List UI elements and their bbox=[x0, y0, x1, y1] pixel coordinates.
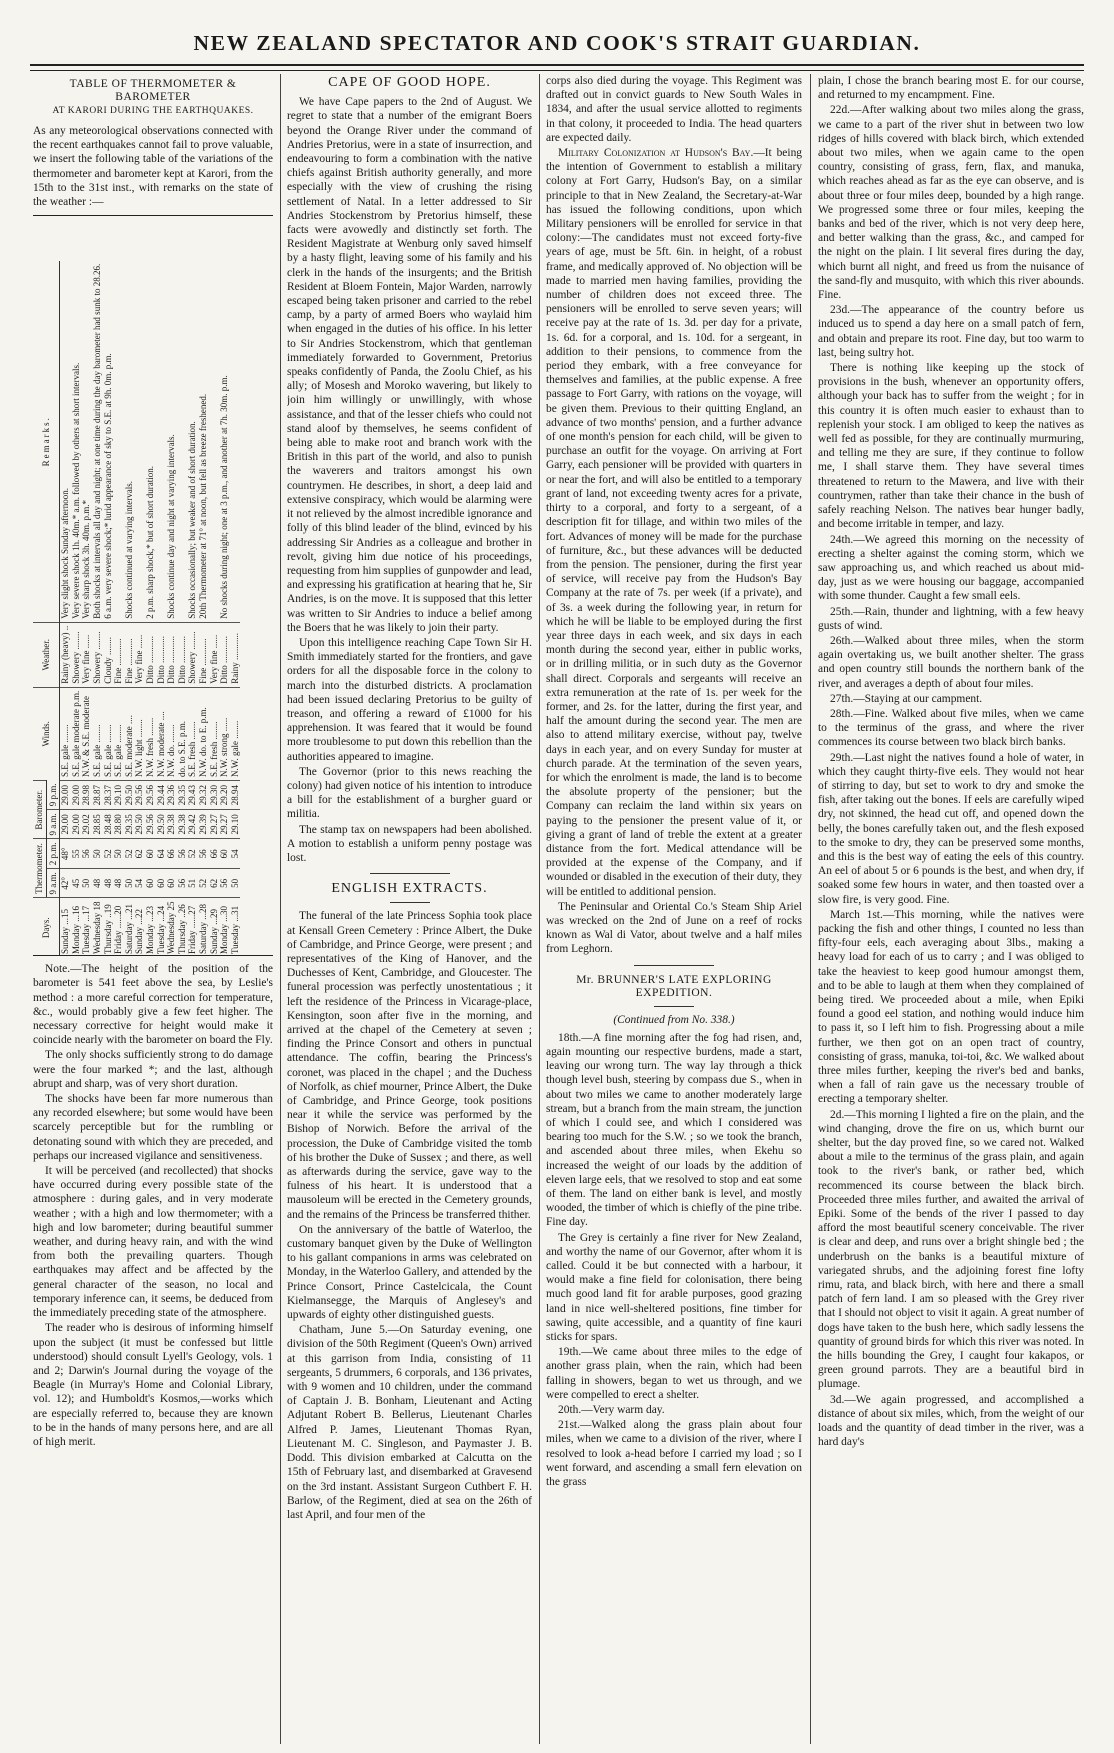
winds-cell: S.E. fresh ........ bbox=[187, 687, 198, 780]
weather-cell: Very fine ...... bbox=[134, 622, 145, 687]
cape-paragraph-3: The Governor (prior to this news reaching the colony) had given notice of his intention to introduce a bill for the establishment of a burgher guard or militia. bbox=[287, 765, 532, 821]
baro-pm-cell: 29.10 bbox=[113, 781, 124, 810]
entry-23d: 23d.—The appearance of the country before us induced us to spend a day here on a small patch of fern, and obtain and prepare its root. Fine day, but too warm to last, being sultry hot. bbox=[818, 304, 1084, 359]
brunner-heading: Mr. BRUNNER'S LATE EXPLORING EXPEDITION. bbox=[576, 973, 772, 999]
column-3 bbox=[546, 74, 802, 1744]
therm-pm-cell: 60 bbox=[219, 839, 230, 869]
baro-am-cell: 29.38 bbox=[166, 810, 177, 839]
winds-cell: N.W. fresh ........ bbox=[145, 687, 156, 780]
baro-pm-cell: 28.94 bbox=[230, 781, 241, 810]
table-row bbox=[198, 261, 209, 956]
weather-table-container bbox=[33, 215, 273, 956]
therm-pm-cell: 52 bbox=[187, 839, 198, 869]
baro-am-cell: 28.85 bbox=[92, 810, 103, 839]
therm-am-cell: 52 bbox=[198, 869, 209, 898]
winds-cell: N.W. do. to E. p.m. bbox=[198, 687, 209, 780]
section-rule-short bbox=[654, 1006, 694, 1007]
baro-pm-cell: 29.43 bbox=[187, 781, 198, 810]
remarks-cell: 2 p.m. sharp shock,* but of short duration. bbox=[144, 466, 155, 619]
therm-pm-cell: 60 bbox=[145, 839, 156, 869]
entry-27th: 27th.—Staying at our campment. bbox=[830, 692, 983, 705]
col-header-thermometer: Thermometer. bbox=[33, 839, 46, 898]
table-row bbox=[92, 261, 103, 956]
table-row bbox=[166, 261, 177, 956]
baro-am-cell: 29.10 bbox=[230, 810, 241, 839]
ariel-paragraph: The Peninsular and Oriental Co.'s Steam Ship Ariel was wrecked on the 2nd of June on a reef of rocks known as Wal di Vator, about twelve and a half miles from Leghorn. bbox=[546, 900, 802, 956]
baro-pm-cell: 28.37 bbox=[103, 781, 114, 810]
therm-am-cell: 56 bbox=[219, 869, 230, 898]
table-row bbox=[156, 261, 167, 956]
winds-cell: N.W. & S.E. moderate bbox=[81, 687, 92, 780]
baro-am-cell: 28.48 bbox=[103, 810, 114, 839]
chatham-paragraph: Chatham, June 5.—On Saturday evening, one division of the 50th Regiment (Queen's Own) arrived at this garrison from India, consisting of 11 sergeants, 5 drummers, 6 corporals, and 136 privates, with 9 women and 10 children, under the command of Captain J. B. Bonham, Lieutenant and Acting Adjutant Robert B. Bellerus, Lieutenant Charles Alfred P. James, Lieutenant Thomas Ryan, Lieutenant M. C. Singleson, and Paymaster J. B. Dodd. This division embarked at Calcutta on the 15th of February last, and disembarked at Gravesend on the 3rd instant. Assistant Surgeon Cuthbert F. H. Barlow, of the Regiment, died at sea on the 26th of last April, and four men of the bbox=[287, 1324, 532, 1521]
baro-pm-cell: 29.20 bbox=[219, 781, 230, 810]
baro-am-cell: 28.80 bbox=[113, 810, 124, 839]
column-4 bbox=[818, 74, 1084, 1744]
weather-cell: Showery ........ bbox=[187, 622, 198, 687]
entry-18th: 18th.—A fine morning after the fog had risen, and, again mounting our respective burdens, made a start, leaving our wrong turn. The way lay through a thick though level bush, steering by compass due S., when in about two miles we came to another moderately large stream, but a branch from the main stream, the junction of which I could see, and which I considered was bearing too much for the S.W. ; so we took the branch, and ascended about three miles, when Ekehu so increased the weight of our loads by the addition of eleven large eels, that we resolved to stop and eat some of them. The land on either bank is level, and mostly wooded, the timber of which is chiefly of the pine tribe. Fine day. bbox=[546, 1031, 802, 1229]
therm-am-cell: 60 bbox=[145, 869, 156, 898]
remarks-cell bbox=[134, 261, 145, 622]
baro-pm-cell: 29.50 bbox=[124, 781, 135, 810]
remarks-cell: No shocks during night; one at 3 p.m., and another at 7h. 30m. p.m. bbox=[219, 375, 230, 619]
therm-am-cell: 50 bbox=[81, 869, 92, 898]
winds-cell: N.W. strong ...... bbox=[219, 687, 230, 780]
therm-am-cell: 42° bbox=[60, 869, 71, 898]
day-cell: Friday ......27 bbox=[187, 898, 198, 956]
day-cell: Tuesday ...17 bbox=[81, 898, 92, 956]
weather-table-body bbox=[60, 261, 241, 956]
entry-20th: 20th.—Very warm day. bbox=[558, 1404, 665, 1417]
remarks-cell: 6 a.m. very severe shock;* lurid appearance of sky to S.E. at 9h. 0m. p.m. bbox=[102, 353, 113, 619]
winds-cell: S.E. gale ........ bbox=[60, 687, 71, 780]
section-rule bbox=[370, 873, 450, 874]
atmosphere-paragraph: It will be perceived (and recollected) that shocks have occurred during every possible state of the atmosphere : during gales, and in very moderate weather ; with a high and low thermometer; with a high and low barometer; during beautiful summer weather, and during heavy rain, and with the wind from both the prevailing quarters. Though earthquakes may affect and be affected by the general character of the season, no local and temporary inference can, it seems, be deduced from the immediately preceding state of the atmosphere. bbox=[33, 1165, 273, 1320]
baro-am-cell: 29.56 bbox=[145, 810, 156, 839]
waterloo-paragraph: On the anniversary of the battle of Waterloo, the customary banquet given by the Duke of Wellington to his gallant companions in arms was celebrated on Monday, in the Waterloo Gallery, and attended by the Prince Consort, Prince Castelcicala, the Count Kielmansegge, the Marquis of Anglesey's and upwards of eighty other distinguished guests. bbox=[287, 1223, 532, 1322]
therm-pm-cell: 52 bbox=[124, 839, 135, 869]
weather-cell: Ditto ............ bbox=[156, 622, 167, 687]
day-cell: Monday ...23 bbox=[145, 898, 156, 956]
winds-cell: do. to S.E. p.m. bbox=[177, 687, 188, 780]
table-row bbox=[177, 261, 188, 956]
col-header-therm-pm: 2 p.m. bbox=[46, 839, 60, 869]
remarks-cell bbox=[209, 261, 220, 622]
baro-pm-cell: 29.56 bbox=[145, 781, 156, 810]
therm-pm-cell: 55 bbox=[71, 839, 82, 869]
therm-am-cell: 45 bbox=[71, 869, 82, 898]
day-cell: Tuesday ...24 bbox=[156, 898, 167, 956]
hudsons-bay-lead: Military Colonization at Hudson's Bay. bbox=[558, 147, 754, 160]
remarks-cell bbox=[177, 261, 188, 622]
grey-river-paragraph: The Grey is certainly a fine river for New Zealand, and worthy the name of our Governor, after whom it is called. Could it be but connected with a harbour, it would make a fine field for colonisation, there being much good land fit for arable purposes, good grazing land in nice well-sheltered positions, fine timber for sawing, quite accessible, and a quantity of fine kauri sticks for spars. bbox=[546, 1231, 802, 1344]
baro-pm-cell: 29.32 bbox=[198, 781, 209, 810]
col-header-weather: Weather. bbox=[33, 622, 60, 687]
baro-am-cell: 29.39 bbox=[198, 810, 209, 839]
therm-am-cell: 56 bbox=[177, 869, 188, 898]
baro-am-cell: 29.50 bbox=[156, 810, 167, 839]
therm-pm-cell: 48° bbox=[60, 839, 71, 869]
weather-table bbox=[33, 261, 240, 956]
baro-am-cell: 29.38 bbox=[177, 810, 188, 839]
therm-pm-cell: 56 bbox=[81, 839, 92, 869]
table-heading bbox=[33, 78, 273, 118]
col-header-winds: Winds. bbox=[33, 687, 60, 780]
remarks-cell bbox=[113, 261, 124, 622]
weather-cell: Ditto ............ bbox=[166, 622, 177, 687]
col-header-barometer: Barometer. bbox=[33, 781, 46, 840]
table-intro: As any meteorological observations connected with the recent earthquakes cannot fail to prove valuable, we insert the following table of the variations of the thermometer and barometer kept at Karori, from the 15th to the 31st inst., with remarks on the state of the weather :— bbox=[33, 125, 273, 209]
remarks-cell bbox=[230, 261, 241, 622]
newspaper-title: NEW ZEALAND SPECTATOR AND COOK'S STRAIT GUARDIAN. bbox=[193, 31, 921, 55]
therm-pm-cell: 66 bbox=[166, 839, 177, 869]
therm-am-cell: 51 bbox=[187, 869, 198, 898]
therm-am-cell: 50 bbox=[124, 869, 135, 898]
entry-25th: 25th.—Rain, thunder and lightning, with a few heavy gusts of wind. bbox=[818, 605, 1084, 632]
entry-29th: 29th.—Last night the natives found a hole of water, in which they caught thirty-five eels. They would not hear of stirring to day, but set to work to dry and smoke the fish, after taking out the bones. If eels are carefully wiped dry, not skinned, the head cut off, and opened down the belly, the bones carefully taken out, and the flesh exposed to the smoke to dry, they can be preserved some months, and this is the best way of eating the eels of this country. An eel of about 5 or 6 pounds is the best, and when dry, if soaked some few hours in water, and then toasted over a slow fire, is very good. Fine. bbox=[818, 751, 1084, 906]
hudsons-bay-paragraph bbox=[546, 146, 802, 899]
entry-26th: 26th.—Walked about three miles, when the storm again overtaking us, we built another shelter. The grass and open country still bounds the northern bank of the river, and averages a depth of about four miles. bbox=[818, 634, 1084, 690]
cape-paragraph-1: We have Cape papers to the 2nd of August. We regret to state that a number of the emigrant Boers beyond the Orange River under the command of Andries Pretorius, were in a state of insurrection, and endeavouring to form a combination with the native chiefs against British authority generally, and more especially with the view of crushing the rising settlement of Natal. In a letter addressed to Sir Andries Stockenstrom by Pretorius himself, these facts were avowedly and distinctly set forth. The Resident Magistrate at Wenburg only saved himself by a hasty flight, leaving some of his family and his clerk in the hands of the insurgents; and the British Resident at Bloem Fontein, Major Warden, narrowly escaped being taken prisoner and carried to the rebel camp, by a party of armed Boers who waylaid him when engaged in the duties of his office. In his letter to Sir Andries Stockenstrom, which that gentleman immediately forwarded to Government, Pretorius speaks confidently of Panda, the Zoolu Chief, as his ally; of Mosesh and Moroko wavering, but likely to join him willingly or unwillingly, with whose assistance, and that of the lesser chiefs who could not stand aloof by themselves, he seems confident of being able to make root and branch work with the British in this part of the world, and also to punish the waverers and traitors amongst his own countrymen. He describes, in short, a deep laid and extensive conspiracy, which would be alarming were it not relieved by the almost incredible ignorance and folly of this blind leader of the blind, evinced by his addressing Sir Andries as a colleague and brother in revolt, giving him due notice of his proceedings, requesting from him supplies of gunpowder and lead, and expressing his gratification at hearing that he, Sir Andries, is on the move. It is supposed that this letter was written to Sir Andries to induce a belief among the Boers that he was likely to join their party. bbox=[287, 96, 532, 634]
section-rule-short bbox=[390, 902, 430, 903]
day-cell: Monday ...16 bbox=[71, 898, 82, 956]
therm-am-cell: 48 bbox=[113, 869, 124, 898]
table-row bbox=[209, 261, 220, 956]
winds-cell: N.W. gale ........ bbox=[230, 687, 241, 780]
therm-pm-cell: 50 bbox=[92, 839, 103, 869]
baro-pm-cell: 29.44 bbox=[156, 781, 167, 810]
entry-22d: 22d.—After walking about two miles along the grass, we came to a part of the river shut in between two low ridges of hills covered with black birch, which extended about two miles, when we again came to the open country, consisting of grass, fern, flax, and manuka, which reaches ahead as far as the eye can observe, and is about three or four miles deep, bounded by a high range. We progressed some three or four miles, keeping the banks and bed of the river, which is not very deep here, and better walking than the grass, &c., and camped for the night on the plain. I lit several fires during the day, which burnt all night, and freed us from the nuisance of the sand-fly and musquito, with which this river abounds. Fine. bbox=[818, 104, 1084, 302]
col-header-therm-am: 9 a.m. bbox=[46, 869, 60, 898]
winds-cell: S.E. gale ........ bbox=[92, 687, 103, 780]
weather-cell: Showery ........ bbox=[71, 622, 82, 687]
remarks-cell: Very severe shock 1h. 40m.* a.m. followed by others at short intervals. bbox=[70, 363, 81, 619]
baro-am-cell: 29.02 bbox=[81, 810, 92, 839]
weather-cell: Fine ............ bbox=[113, 622, 124, 687]
continued-note: (Continued from No. 338.) bbox=[613, 1013, 735, 1026]
therm-am-cell: 50 bbox=[230, 869, 241, 898]
baro-pm-cell: 29.36 bbox=[166, 781, 177, 810]
regiment-paragraph: corps also died during the voyage. This Regiment was drafted out in convict guards to New South Wales in 1834, and after the usual service allotted to regiments in that colony, it proceeded to India. The head quarters are expected daily. bbox=[546, 75, 802, 144]
col-header-baro-pm: 9 p.m. bbox=[46, 781, 60, 810]
entry-march-1st: March 1st.—This morning, while the natives were packing the fish and other things, I counted no less than fifty-four eels, each averaging about 3lbs., making a heavy load for each of us to carry ; and I was obliged to take the heaviest to keep good humour amongst them, and to be able to laugh at them when they complained of being tired. We proceeded about a mile, when Epiki found a good eel station, and nothing would induce him to pass it, so I left him to fish. Progressing about a mile further, we then got on an open tract of country, consisting of grass, manuka, toi-toi, &c. We walked about three miles further, keeping the river's bed and banks, when a fall of rain gave us the necessary trouble of erecting a temporary shelter. bbox=[818, 908, 1084, 1106]
col-header-baro-am: 9 a.m. bbox=[46, 810, 60, 839]
entry-march-3d: 3d.—We again progressed, and accomplished a distance of about six miles, which, from the weight of our loads and the quantity of dead timber in the river, was a hard day's bbox=[818, 1393, 1084, 1449]
baro-pm-cell: 28.87 bbox=[92, 781, 103, 810]
therm-am-cell: 48 bbox=[92, 869, 103, 898]
weather-cell: Ditto ............ bbox=[177, 622, 188, 687]
column-divider bbox=[280, 74, 281, 1744]
table-row bbox=[113, 261, 124, 956]
day-cell: Thursday ..19 bbox=[103, 898, 114, 956]
remarks-cell: Shocks continue day and night at varying intervals. bbox=[166, 434, 177, 619]
therm-pm-cell: 50 bbox=[113, 839, 124, 869]
day-cell: Sunday ...22 bbox=[134, 898, 145, 956]
entry-21st: 21st.—Walked along the grass plain about four miles, when we came to a division of the river, where I resolved to look a-head before I carried my load ; so I went forward, and ascending a small fern elevation on the grass bbox=[546, 1419, 802, 1489]
therm-am-cell: 54 bbox=[134, 869, 145, 898]
winds-cell: S.E. gale ........ bbox=[113, 687, 124, 780]
weather-cell: Showery ........ bbox=[92, 622, 103, 687]
barometer-note: Note.—The height of the position of the barometer is 541 feet above the sea, by Leslie's method : a more careful correction for temperature, &c., would probably give a few feet higher. The necessary corrective for height would make it coincide nearly with the barometer on board the Fly. bbox=[33, 963, 273, 1047]
day-cell: Saturday ...28 bbox=[198, 898, 209, 956]
baro-am-cell: 29.00 bbox=[60, 810, 71, 839]
masthead-rule bbox=[30, 64, 1084, 66]
table-row bbox=[187, 261, 198, 956]
day-cell: Wednesday 25 bbox=[166, 898, 177, 956]
table-row bbox=[230, 261, 241, 956]
entry-19th: 19th.—We came about three miles to the edge of another grass plain, when the rain, which had been falling in showers, began to wet us through, and we were compelled to erect a shelter. bbox=[546, 1346, 802, 1401]
weather-cell: Fine ............ bbox=[198, 622, 209, 687]
baro-pm-cell: 29.00 bbox=[71, 781, 82, 810]
day-cell: Sunday ...15 bbox=[60, 898, 71, 956]
baro-pm-cell: 28.98 bbox=[81, 781, 92, 810]
remarks-cell: Very sharp shock 3h. 40m. p.m.* bbox=[81, 500, 92, 619]
column-1 bbox=[33, 74, 273, 1744]
remarks-cell: Shocks occasionally; but weaker and of short duration. bbox=[187, 421, 198, 619]
therm-am-cell: 62 bbox=[209, 869, 220, 898]
winds-cell: N.W. light ........ bbox=[134, 687, 145, 780]
therm-pm-cell: 66 bbox=[209, 839, 220, 869]
weather-cell: Ditto ............ bbox=[219, 622, 230, 687]
day-cell: Friday ......20 bbox=[113, 898, 124, 956]
day-cell: Tuesday ...31 bbox=[230, 898, 241, 956]
therm-am-cell: 60 bbox=[166, 869, 177, 898]
masthead-rule-thin bbox=[30, 70, 1084, 71]
therm-am-cell: 60 bbox=[156, 869, 167, 898]
weather-cell: Rainy ............ bbox=[230, 622, 241, 687]
baro-pm-cell: 29.35 bbox=[177, 781, 188, 810]
winds-cell: S.E. fresh ........ bbox=[209, 687, 220, 780]
table-row bbox=[71, 261, 82, 956]
winds-cell: N.W. do. ........ bbox=[166, 687, 177, 780]
col-header-remarks: Remarks. bbox=[33, 261, 60, 622]
winds-cell: N.W. moderate .... bbox=[156, 687, 167, 780]
winds-cell: S.E. gale ........ bbox=[103, 687, 114, 780]
table-heading-line1: TABLE OF THERMOMETER & BAROMETER bbox=[69, 78, 237, 103]
winds-cell: S.E. moderate .... bbox=[124, 687, 135, 780]
day-cell: Wednesday 18 bbox=[92, 898, 103, 956]
remarks-cell: Shocks continued at varying intervals. bbox=[123, 481, 134, 619]
table-row bbox=[103, 261, 114, 956]
weather-cell: Rainy (heavy) .. bbox=[60, 622, 71, 687]
therm-pm-cell: 64 bbox=[156, 839, 167, 869]
reading-paragraph: The reader who is desirous of informing himself upon the subject (it must be confessed but little understood) should consult Lyell's Geology, vols. 1 and 2; Darwin's Journal during the voyage of the Beagle (in Murray's Home and Colonial Library, vol. 12); and Humboldt's Kosmos,—works which are especially referred to, because they are known to be in the hands of many persons here, and are all of high merit. bbox=[33, 1322, 273, 1448]
table-row bbox=[134, 261, 145, 956]
shocks-numerous-paragraph: The shocks have been far more numerous than any recorded elsewhere; but some would have been scarcely perceptible but for the rumbling or detonating sound with which they are preceded, and perhaps our increased vigilance and sensitiveness. bbox=[33, 1093, 273, 1162]
day-cell: Sunday ...29 bbox=[209, 898, 220, 956]
continued-paragraph: plain, I chose the branch bearing most E. for our course, and returned to my encampment. Fine. bbox=[818, 75, 1084, 102]
therm-pm-cell: 56 bbox=[198, 839, 209, 869]
table-row bbox=[145, 261, 156, 956]
entry-march-2d: 2d.—This morning I lighted a fire on the plain, and the wind changing, drove the fire on us, which burnt our shelter, but the day proved fine, so we cared not. Walked about a mile to the terminus of the grass plain, and again took to the river's bank, or rather bed, which recommenced its course between the black birch. Proceeded three miles further, and awaited the arrival of Epiki. Some of the bends of the river I passed to day afford the most beautiful scenery conceivable. The river is clear and deep, and runs over a bright shingle bed ; the underbrush on the banks is a beautiful mixture of variegated shrubs, and the adjoining forest fine lofty rimu, rata, and black birch, with here and there a small patch of fern land. I am so pleased with the Grey river that I should not object to visit it again. A great number of dogs have taken to the bush here, which sadly lessens the quantity of ground birds for which this river was noted. In the hills bounding the Grey, I caught four kakapos, or green ground parrots. They are a beautiful bird in plumage. bbox=[818, 1108, 1084, 1391]
therm-pm-cell: 54 bbox=[230, 839, 241, 869]
baro-am-cell: 29.27 bbox=[209, 810, 220, 839]
weather-cell: Very fine ...... bbox=[81, 622, 92, 687]
baro-pm-cell: 29.56 bbox=[134, 781, 145, 810]
cape-heading: CAPE OF GOOD HOPE. bbox=[328, 75, 491, 90]
baro-am-cell: 29.35 bbox=[124, 810, 135, 839]
baro-pm-cell: 29.00 bbox=[60, 781, 71, 810]
funeral-paragraph: The funeral of the late Princess Sophia took place at Kensall Green Cemetery : Prince Albert, the Duke of Cambridge, and Prince George, were present ; and representatives of the King of Hanover, and the Duchesses of Kent, Cambridge, and Gloucester. The funeral procession was perfectly unostentatious ; it left the residence of the Princess in Vicarage-place, Kensington, soon after five in the morning, and arrived at the chapel of the Cemetery at seven ; finding the Prince Consort and others in punctual attendance. The coffin, bearing the Princess's coronet, was placed in the chapel ; and the Duchess of Norfolk, as chief mourner, Prince Albert, the Duke of Cambridge, and Prince George, took positions near it while the service was performed by the Bishop of Norwich. Before the arrival of the procession, the Duke of Cambridge visited the tomb of his brother the Duke of Sussex ; and there, as well as afterwards during the service, gave way to the fulness of his heart. It is understood that a mausoleum will be erected in the Cemetery grounds, and the remains of the Princess be transferred thither. bbox=[287, 910, 532, 1221]
table-heading-line2: AT KARORI DURING THE EARTHQUAKES. bbox=[52, 106, 254, 116]
table-row bbox=[124, 261, 135, 956]
day-cell: Thursday ..26 bbox=[177, 898, 188, 956]
baro-am-cell: 29.27 bbox=[219, 810, 230, 839]
remarks-cell bbox=[156, 261, 167, 622]
weather-cell: Ditto ............ bbox=[145, 622, 156, 687]
therm-pm-cell: 52 bbox=[103, 839, 114, 869]
hudsons-bay-body: —It being the intention of Government to establish a military colony at Fort Garry, Hudson's Bay, on a similar principle to that in New Zealand, the Secretary-at-War has issued the following conditions, upon which Military pensioners will be enrolled for service in that colony:—The candidates must not exceed forty-five years of age, must be 5ft. 6in. in height, of a robust frame, and medically approved of. No objection will be made to married men having families, providing the number of children does not exceed three. The pensioners will be enrolled to serve seven years; will receive pay at the rate of 1s. 3d. per day for a private, 1s. 6d. for a corporal, and 1s. 10d. for a sergeant, in addition to their pensions, to commence from the period they embark, with a free conveyance for themselves and families, at the public expense. A free passage to Fort Garry, with rations on the voyage, will be given them. Previous to their quitting England, an advance of two months' pension, and a further advance of one month's pension for each child, will be given to purchase an outfit for the voyage. On arriving at Fort Garry, each pensioner will be provided with quarters in or near the fort, and will also be entitled to a temporary grant of land, not exceeding twenty acres for a private, thirty to a corporal, and forty to a sergeant, of a description fit for tillage, and within two miles of the fort. Advances of money will be made for the purchase of furniture, &c., but these advances will be deducted from the pension. The pensioner, during the first year of service, will receive pay from the Hudson's Bay Company at the rate of 7s. per week (if a private), and of 3s. a week during the following year, in return for which he will be liable to be employed during the first year three days in each week, and six days in each month during the second year, either in public works, or in drilling militia, or in such duty as the Governor shall direct. Corporals and sergeants will receive an extra remuneration at the rate of 1s. per week for the former, and 2s. for the latter, during the first year, and half the amount during the second year. The men are also to attend military exercise, without pay, twelve days in each year, and on every Sunday for muster at church parade. At the termination of the seven years, for which the enrolment is made, the land is to become the absolute property of the pensioner; but the Company can reclaim the land within six years on paying to the pensioner the present value of it, or giving a grant of land of treble the extent at a greater distance from the fort. Medical attendance will be provided at the expense of the Company, and if wounded or disabled in the execution of their duty, they will be entitled to additional pension. bbox=[546, 147, 802, 898]
baro-am-cell: 29.00 bbox=[71, 810, 82, 839]
day-cell: Saturday ...21 bbox=[124, 898, 135, 956]
baro-pm-cell: 29.30 bbox=[209, 781, 220, 810]
cape-paragraph-4: The stamp tax on newspapers had been abolished. A motion to establish a uniform penny postage was lost. bbox=[287, 823, 532, 864]
table-row bbox=[219, 261, 230, 956]
baro-am-cell: 29.50 bbox=[134, 810, 145, 839]
col-header-days: Days. bbox=[33, 898, 60, 956]
therm-pm-cell: 56 bbox=[177, 839, 188, 869]
baro-am-cell: 29.42 bbox=[187, 810, 198, 839]
remarks-cell: Both shocks at intervals all day and night; at one time during the day barometer had sunk to 28.26. bbox=[91, 264, 102, 619]
table-row bbox=[60, 261, 71, 956]
therm-am-cell: 48 bbox=[103, 869, 114, 898]
entry-24th: 24th.—We agreed this morning on the necessity of erecting a shelter against the coming storm, which we saw approaching us, and which reached us about mid-day, just as we were housing our baggage, accompanied with some thunder. Caught a few small eels. bbox=[818, 533, 1084, 603]
section-rule bbox=[634, 965, 714, 966]
winds-cell: S.E. gale moderate p.m. bbox=[71, 687, 82, 780]
table-row bbox=[81, 261, 92, 956]
remarks-cell: 20th Thermometer at 71° at noon, but fell as breeze freshened. bbox=[197, 394, 208, 619]
english-extracts-heading: ENGLISH EXTRACTS. bbox=[331, 881, 488, 897]
remarks-cell: Very slight shock Sunday afternoon. bbox=[60, 488, 71, 619]
weather-cell: Fine ............ bbox=[124, 622, 135, 687]
weather-cell: Very fine ...... bbox=[209, 622, 220, 687]
column-divider bbox=[810, 74, 811, 1744]
day-cell: Monday ...30 bbox=[219, 898, 230, 956]
entry-28th: 28th.—Fine. Walked about five miles, when we came to the terminus of the grass, and where the river commences its course between two black birch banks. bbox=[818, 707, 1084, 749]
therm-pm-cell: 62 bbox=[134, 839, 145, 869]
column-divider bbox=[539, 74, 540, 1744]
provisions-paragraph: There is nothing like keeping up the stock of provisions in the bush, whenever an opportunity offers, although your back has to suffer from the weight ; for in this country it is often much easier to exhaust than to replenish your stock. I am obliged to keep the natives as well fed as possible, for they are continually murmuring, and telling me they are sure, if they continue to follow me, I shall starve them. They have several times threatened to return to the Mawera, and live with their countrymen, rather than take their chance in the bush of safely reaching Nelson. The natives bear hunger badly, and become irritable in temper, and lazy. bbox=[818, 362, 1084, 531]
cape-paragraph-2: Upon this intelligence reaching Cape Town Sir H. Smith immediately started for the frontiers, and gave orders for all the disposable force in the colony to march into the disturbed districts. A proclamation had been issued declaring Pretorius to be guilty of treason, and offering a reward of £1000 for his apprehension. It was feared that it would be found more troublesome to put down this rebellion than the authorities appeared to imagine. bbox=[287, 636, 532, 763]
shocks-paragraph: The only shocks sufficiently strong to do damage were the four marked *; and the last, although abrupt and sharp, was of very short duration. bbox=[33, 1049, 273, 1090]
column-2 bbox=[287, 74, 532, 1744]
weather-cell: Cloudy ........ bbox=[103, 622, 114, 687]
